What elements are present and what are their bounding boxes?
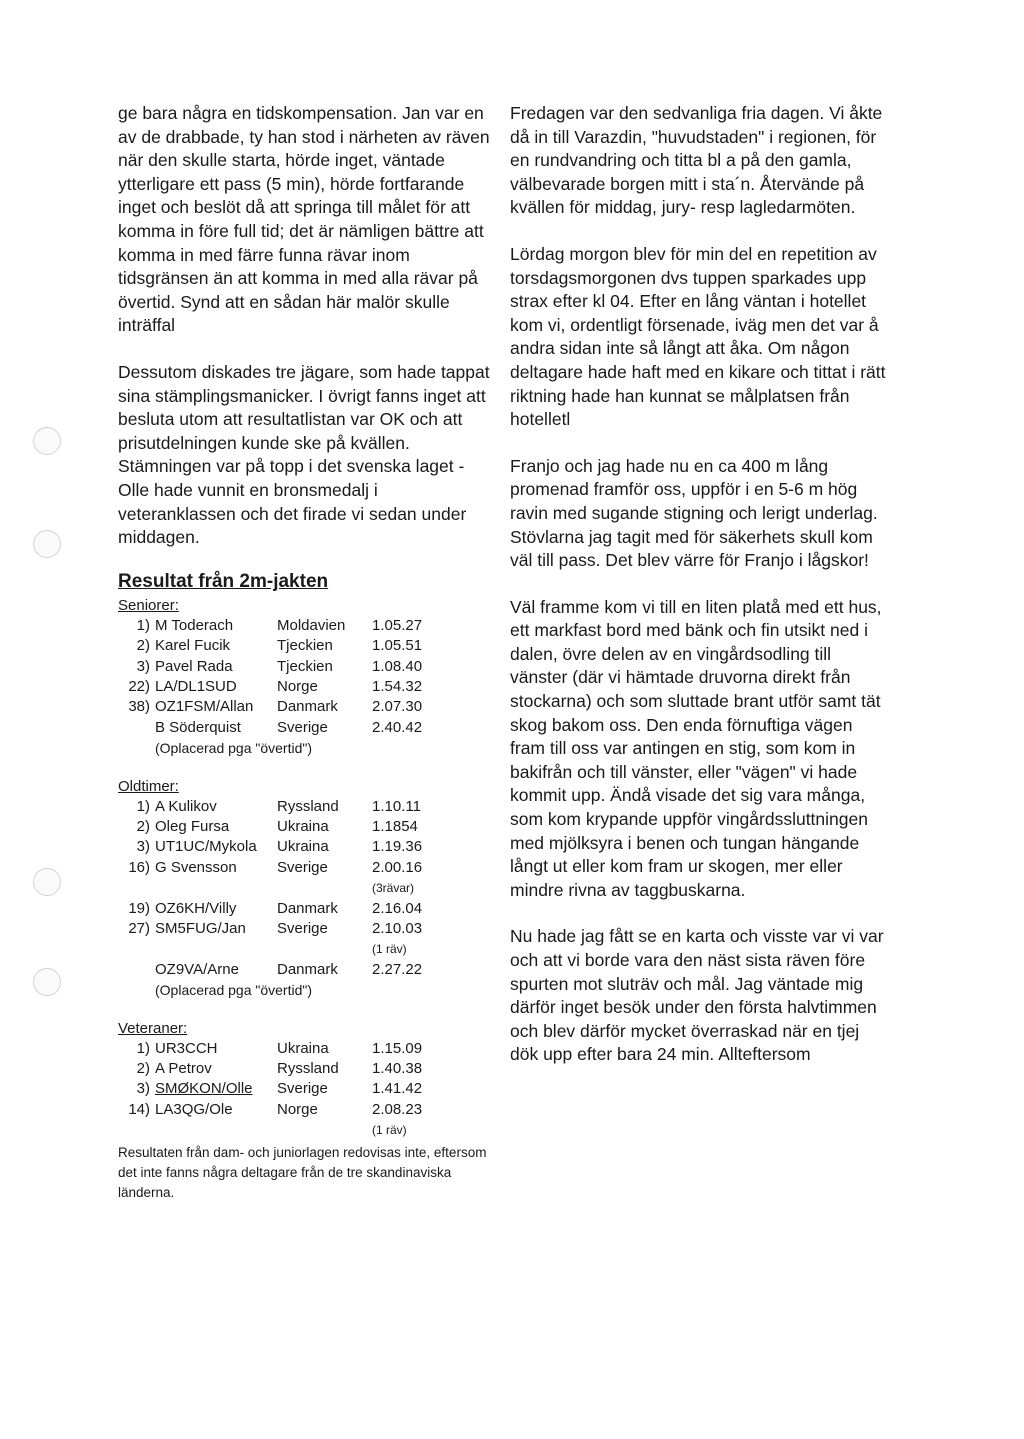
- rank: 2): [136, 1060, 150, 1077]
- foxes-found: (3rävar): [372, 881, 415, 896]
- note: (Oplacerad pga "övertid"): [155, 740, 313, 757]
- table-row: [118, 1100, 452, 1120]
- category-label: Oldtimer:: [118, 777, 179, 795]
- time: 1.19.36: [372, 838, 423, 856]
- rank: 1): [136, 797, 150, 815]
- time: 2.10.03: [372, 919, 423, 937]
- paragraph: Fredagen var den sedvanliga fria dagen. Vi åkte då in till Varazdin, "huvudstaden" i regionen, för en rundvandring och titta bl a på den gamla, välbevarade borgen mitt i sta´n. Återvände på kvällen för middag, jury- resp lagledarmöten.: [510, 103, 883, 218]
- rank: 1): [136, 1039, 150, 1057]
- category-label: Seniorer:: [118, 596, 179, 614]
- time: 1.05.27: [372, 616, 423, 634]
- competitor: G Svensson: [155, 858, 237, 876]
- rank: 14): [128, 1100, 150, 1118]
- time: 1.15.09: [372, 1039, 423, 1057]
- table-row: [118, 697, 452, 717]
- results-table-seniorer: [118, 616, 452, 759]
- binder-hole: [33, 530, 61, 558]
- time: 1.10.11: [372, 797, 421, 815]
- rank: 3): [136, 838, 150, 856]
- table-row: [118, 919, 452, 939]
- country: Danmark: [277, 698, 338, 716]
- country: Sverige: [277, 718, 328, 736]
- country: Sverige: [277, 919, 328, 937]
- competitor: A Petrov: [155, 1060, 212, 1077]
- time: 2.07.30: [372, 698, 423, 716]
- competitor: M Toderach: [155, 616, 234, 634]
- competitor: LA3QG/Ole: [155, 1100, 233, 1118]
- table-row: [118, 636, 452, 656]
- time: 2.08.23: [372, 1100, 423, 1118]
- competitor: UT1UC/Mykola: [155, 838, 257, 856]
- country: Danmark: [277, 960, 338, 978]
- table-row: [118, 899, 452, 919]
- country: Sverige: [277, 1080, 328, 1098]
- right-column: [510, 102, 888, 1067]
- country: Tjeckien: [277, 637, 333, 655]
- rank: 27): [128, 919, 150, 937]
- competitor: OZ1FSM/Allan: [155, 698, 254, 716]
- competitor: Oleg Fursa: [155, 817, 230, 835]
- paragraph: Nu hade jag fått se en karta och visste var vi var och att vi borde vara den näst sista räven före spurten mot sluträv och mål. Jag väntade mig därför inget besök under den första halvtimmen och blev därför mycket överraskad när en tjej dök upp efter bara 24 min. Allteftersom: [510, 926, 884, 1065]
- time: 1.41.42: [372, 1080, 423, 1098]
- country: Ukraina: [277, 817, 329, 835]
- table-row: [118, 616, 452, 636]
- time: 1.1854: [372, 817, 418, 835]
- time: 1.08.40: [372, 657, 423, 675]
- paragraph: ge bara några en tidskompensation. Jan var en av de drabbade, ty han stod i närheten av räven när den skulle starta, hörde inget, väntade ytterligare ett pass (5 min), hörde fortfarande inget och beslöt då att springa till målet för att komma in före full tid; det är nämligen bättre att komma in med färre funna rävar inom tidsgränsen än att komma in med alla rävar på övertid. Synd att en sådan här malör skulle inträffal: [118, 103, 490, 336]
- country: Danmark: [277, 899, 338, 917]
- competitor: Karel Fucik: [155, 637, 231, 655]
- competitor: SM5FUG/Jan: [155, 919, 246, 937]
- table-row: [118, 797, 452, 817]
- country: Ukraina: [277, 1039, 329, 1057]
- table-row: [118, 939, 452, 959]
- category-label: Veteraner:: [118, 1019, 188, 1037]
- rank: 1): [136, 616, 150, 634]
- results-title: Resultat från 2m-jakten: [118, 570, 329, 592]
- competitor: A Kulikov: [155, 797, 217, 815]
- rank: [118, 960, 155, 980]
- rank: 19): [128, 899, 150, 917]
- table-row: [118, 1120, 452, 1140]
- competitor: Pavel Rada: [155, 657, 233, 675]
- footnote: Resultaten från dam- och juniorlagen redovisas inte, eftersom det inte fanns några deltagare från de tre skandinaviska länderna.: [118, 1144, 487, 1200]
- table-row: [118, 817, 452, 837]
- country: Norge: [277, 677, 318, 695]
- paragraph: Lördag morgon blev för min del en repetition av torsdagsmorgonen dvs tuppen sparkades upp strax efter kl 04. Efter en lång väntan i hotellet kom vi, ordentligt försenade, iväg men det var å andra sidan inte så långt att åka. Om någon deltagare hade haft med en kikare och tittat i rätt riktning hade han kunnat se målplatsen från hotelletl: [510, 243, 886, 430]
- time: 2.40.42: [372, 718, 423, 736]
- country: Sverige: [277, 858, 328, 876]
- binder-hole: [33, 968, 61, 996]
- rank: 22): [128, 677, 150, 695]
- competitor: B Söderquist: [155, 718, 241, 736]
- country: Ukraina: [277, 838, 329, 856]
- left-column: [118, 102, 494, 1203]
- binder-hole: [33, 868, 61, 896]
- rank: [118, 718, 155, 738]
- paragraph: Väl framme kom vi till en liten platå med ett hus, ett markfast bord med bänk och fin utsikt ned i dalen, övre delen av en vingårdsodling till vänster (där vi hämtade druvorna direkt från stockarna) och som sluttade brant utför samt tät skog bakom oss. Den enda förnuftiga vägen fram till oss var antingen en stig, som kom in bakifrån och till vänster, eller "vägen" vi hade kommit upp. Ändå visade det sig vara många, som kom krypande uppför vingårdssluttningen med mjölksyra i benen och tungan hängande långt ut eller kom fram ur skogen, mer eller mindre rivna av taggbuskarna.: [510, 596, 882, 900]
- rank: 3): [136, 1080, 150, 1098]
- table-row: [118, 657, 452, 677]
- foxes-found: (1 räv): [372, 942, 407, 957]
- table-row: [118, 858, 452, 878]
- country: Ryssland: [277, 1060, 339, 1077]
- competitor: OZ9VA/Arne: [155, 960, 239, 978]
- rank: 2): [136, 817, 150, 835]
- time: 2.00.16: [372, 858, 423, 876]
- table-row: [118, 677, 452, 697]
- time: 2.27.22: [372, 960, 423, 978]
- competitor: UR3CCH: [155, 1039, 218, 1057]
- table-row: [118, 1039, 452, 1059]
- time: 1.05.51: [372, 637, 423, 655]
- rank: 38): [128, 698, 150, 716]
- table-row: [118, 1059, 452, 1079]
- table-row: [118, 738, 452, 758]
- table-row: [118, 878, 452, 898]
- table-row: [118, 837, 452, 857]
- competitor: SMØKON/Olle: [155, 1080, 253, 1098]
- country: Tjeckien: [277, 657, 333, 675]
- table-row: [118, 718, 452, 738]
- country: Ryssland: [277, 797, 339, 815]
- note: (Oplacerad pga "övertid"): [155, 982, 313, 999]
- competitor: OZ6KH/Villy: [155, 899, 237, 917]
- rank: 3): [136, 657, 150, 675]
- competitor: LA/DL1SUD: [155, 677, 237, 695]
- time: 1.54.32: [372, 677, 423, 695]
- time: 2.16.04: [372, 899, 423, 917]
- rank: 16): [128, 858, 150, 876]
- country: Moldavien: [277, 616, 346, 634]
- paragraph: Franjo och jag hade nu en ca 400 m lång promenad framför oss, uppför i en 5-6 m hög ravin med sugande stigning och lerigt underlag. Stövlarna jag tagit med för säkerhets skull kom väl till pass. Det blev värre för Franjo i lågskor!: [510, 455, 878, 571]
- results-table-veteraner: [118, 1039, 452, 1141]
- paragraph: Dessutom diskades tre jägare, som hade tappat sina stämplingsmanicker. I övrigt fanns inget att besluta utom att resultatlistan var OK och att prisutdelningen kunde ske på kvällen. Stämningen var på topp i det svenska laget - Olle hade vunnit en bronsmedalj i veteranklassen och det firade vi sedan under middagen.: [118, 361, 490, 548]
- results-table-oldtimer: [118, 797, 452, 1001]
- table-row: [118, 1079, 452, 1099]
- binder-hole: [33, 427, 61, 455]
- country: Norge: [277, 1100, 318, 1118]
- time: 1.40.38: [372, 1060, 423, 1077]
- rank: 2): [136, 637, 150, 655]
- table-row: [118, 960, 452, 980]
- foxes-found: (1 räv): [372, 1123, 407, 1138]
- table-row: [118, 980, 452, 1000]
